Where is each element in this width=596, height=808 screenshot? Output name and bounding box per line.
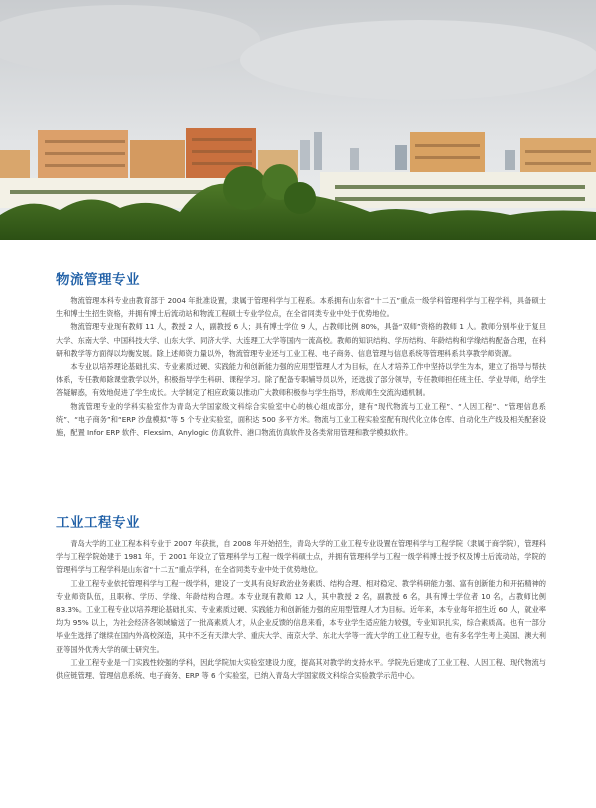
ie-paragraph-3: 工业工程专业是一门实践性较强的学科，因此学院加大实验室建设力度，提高其对教学的支持水平。学院先后建成了工业工程、人因工程、现代物流与供应链管理、管理信息系统、电子商务、ERP 等 6 个实验室，已纳入青岛大学国家级文科综合实验教学示范中心。 (56, 657, 546, 681)
industrial-engineering-heading: 工业工程专业 (56, 515, 140, 531)
ie-paragraph-1: 青岛大学的工业工程本科专业于 2007 年获批，自 2008 年开始招生，青岛大学的工业工程专业设置在管理科学与工程学院（隶属于商学院），管理科学与工程学院始建于 1981 年，于 2001 年设立了管理科学与工程一级学科硕士点，并拥有管理科学与工程一级学科博士授予权及博士后流动站，学院的管理科学与工程学科是山东省“十二五”重点学科，在全省同类专业中处于优势地位。 (56, 539, 546, 575)
logistics-paragraph-4: 物流管理专业的学科实验室作为青岛大学国家级文科综合实验室中心的核心组成部分，建有“现代物流与工业工程”、“人因工程”、“管理信息系统”、“电子商务”和“ERP 沙盘模拟”等 5 个专业实验室，面积达 500 多平方米。物流与工业工程实验室配有现代化立体仓库、自动化生产线及相关配套设施，配置 Infor ERP 软件、Flexsim、Anylogic 仿真软件、港口物流仿真软件及各类常用管理和教学模拟软件。 (56, 401, 546, 438)
logistics-heading: 物流管理专业 (56, 272, 140, 288)
logistics-paragraph-1: 物流管理本科专业由教育部于 2004 年批准设置，隶属于管理科学与工程系。本系拥有山东省“十二五”重点一级学科管理科学与工程学科，具备硕士生和博士生招生资格，并拥有博士后流动站和物流工程硕士专业学位点，在全省同类专业中处于优势地位。 (56, 296, 546, 319)
logistics-paragraph-2: 物流管理专业现有教师 11 人，教授 2 人，副教授 6 人；具有博士学位 9 人，占教师比例 80%，具备“双师”资格的教师 1 人。教师分别毕业于复旦大学、东南大学、中国科技大学、山东大学、同济大学、大连理工大学等国内一流高校。教师的知识结构、学历结构、年龄结构和学缘结构配备合理，在科研和教学等方面得以均衡发展。除上述师资力量以外，物流管理专业还与工业工程、电子商务、信息管理与信息系统等管理科系共享教学师资源。 (56, 322, 546, 358)
logistics-paragraph-3: 本专业以培养理论基础扎实、专业素质过硬、实践能力和创新能力强的应用型管理人才为目标，在人才培养工作中坚持以学生为本，建立了指导与帮扶体系，专任教师除课堂教学以外，积极指导学生科研、课程学习。除了配备专职辅导员以外，还选拔了部分领导，专任教师担任班主任、学业导师，给学生答疑解惑，有效地促进了学生成长。大学制定了相应政策以推动广大教师积极参与学生指导，形成师生交流沟通机制。 (56, 362, 546, 398)
campus-photo (0, 0, 596, 240)
ie-paragraph-2: 工业工程专业依托管理科学与工程一级学科，建设了一支具有良好政治业务素质、结构合理、相对稳定、教学科研能力强、富有创新能力和开拓精神的专业师资队伍，且职称、学历、学缘、年龄结构合理。本专业现有教师 12 人，其中教授 2 名，副教授 6 名，具有博士学位者 10 名，占教师比例 83.3%。工业工程专业以培养理论基础扎实、专业素质过硬、实践能力和创新能力强的应用型管理人才为目标。近年来，本专业每年招生近 60 人，就业率均为 95% 以上，为社会经济各领域输送了一批高素质人才，从企业反馈的信息来看，本专业学生适应能力较强，专业知识扎实，综合素质高。也有一部分毕业生选择了继续在国内外高校深造，其中不乏有天津大学、重庆大学、南京大学、东北大学等一流大学的工业工程专业，也有多名学生考上美国、澳大利亚等国外优秀大学的硕士研究生。 (56, 578, 546, 654)
industrial-engineering-section (56, 511, 546, 682)
logistics-section (56, 268, 546, 439)
